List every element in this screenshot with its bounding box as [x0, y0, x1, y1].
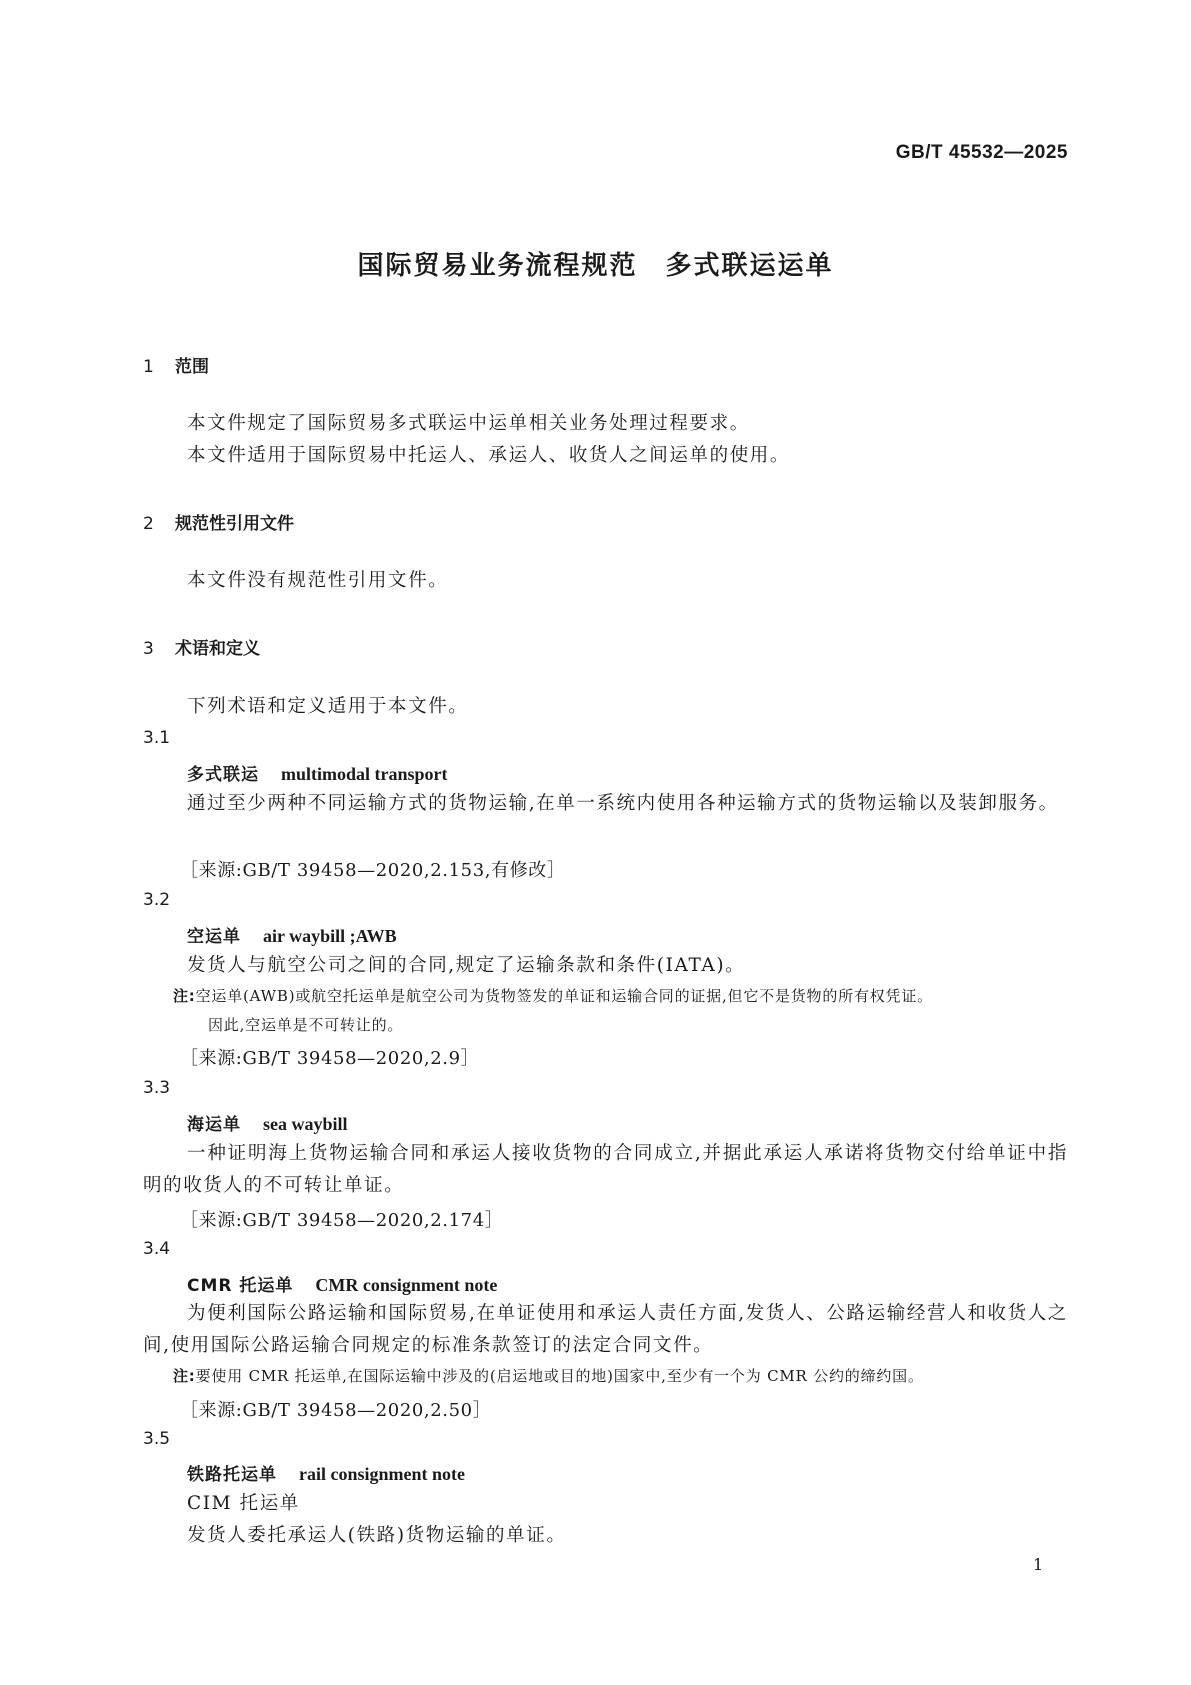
term-source: ［来源:GB/T 39458—2020,2.174］	[180, 1210, 504, 1231]
term-zh: 铁路托运单	[187, 1465, 277, 1485]
term-heading	[187, 760, 448, 785]
term-number: 3.3	[143, 1078, 171, 1098]
standard-number: GB/T 45532—2025	[895, 142, 1068, 163]
term-heading	[187, 1271, 497, 1296]
term-zh: CMR 托运单	[187, 1276, 294, 1296]
document-title: 国际贸易业务流程规范 多式联运运单	[357, 251, 834, 281]
term-en: rail consignment note	[299, 1464, 465, 1484]
term-number: 3.4	[143, 1239, 171, 1259]
page-number: 1	[1033, 1555, 1044, 1574]
note-text: 空运单(AWB)或航空托运单是航空公司为货物签发的单证和运输合同的证据,但它不是货物的所有权凭证。	[195, 987, 933, 1005]
section-number: 1	[143, 357, 154, 377]
term-source: ［来源:GB/T 39458—2020,2.153,有修改］	[180, 860, 566, 881]
term-source: ［来源:GB/T 39458—2020,2.9］	[180, 1048, 480, 1069]
paragraph: 本文件规定了国际贸易多式联运中运单相关业务处理过程要求。	[187, 413, 750, 434]
term-en: air waybill ;AWB	[263, 926, 397, 946]
term-heading	[187, 1110, 348, 1135]
term-en: CMR consignment note	[315, 1275, 498, 1295]
section-number: 2	[143, 514, 154, 534]
admitted-term: CIM 托运单	[187, 1493, 300, 1514]
term-definition: 通过至少两种不同运输方式的货物运输,在单一系统内使用各种运输方式的货物运输以及装卸服务。	[187, 793, 1059, 814]
note-label: 注:	[173, 987, 196, 1005]
term-zh: 空运单	[187, 927, 241, 947]
section-heading-1	[143, 352, 209, 377]
term-heading	[187, 1460, 465, 1485]
section-title: 范围	[175, 357, 209, 377]
term-definition: 发货人委托承运人(铁路)货物运输的单证。	[187, 1525, 567, 1546]
section-title: 规范性引用文件	[175, 514, 294, 534]
note-label: 注:	[173, 1367, 196, 1385]
term-number: 3.2	[143, 890, 171, 910]
term-note	[173, 1362, 1068, 1391]
note-continuation: 因此,空运单是不可转让的。	[208, 1016, 404, 1034]
term-number: 3.1	[143, 728, 171, 748]
term-source: ［来源:GB/T 39458—2020,2.50］	[180, 1400, 492, 1421]
term-note	[173, 982, 1068, 1040]
term-zh: 海运单	[187, 1115, 241, 1135]
section-title: 术语和定义	[175, 639, 260, 659]
term-definition: 为便利国际公路运输和国际贸易,在单证使用和承运人责任方面,发货人、公路运输经营人和收货人之间,使用国际公路运输合同规定的标准条款签订的法定合同文件。	[143, 1303, 1068, 1356]
term-en: sea waybill	[263, 1114, 348, 1134]
term-zh: 多式联运	[187, 765, 259, 785]
note-text: 要使用 CMR 托运单,在国际运输中涉及的(启运地或目的地)国家中,至少有一个为 CMR 公约的缔约国。	[195, 1367, 924, 1385]
term-number: 3.5	[143, 1429, 171, 1449]
term-en: multimodal transport	[281, 764, 448, 784]
term-definition: 一种证明海上货物运输合同和承运人接收货物的合同成立,并据此承运人承诺将货物交付给单证中指明的收货人的不可转让单证。	[143, 1143, 1068, 1196]
section-number: 3	[143, 639, 154, 659]
section-heading-3	[143, 634, 260, 659]
paragraph: 本文件没有规范性引用文件。	[187, 570, 449, 591]
paragraph: 本文件适用于国际贸易中托运人、承运人、收货人之间运单的使用。	[187, 445, 791, 466]
paragraph: 下列术语和定义适用于本文件。	[187, 696, 469, 717]
section-heading-2	[143, 509, 294, 534]
term-heading	[187, 922, 397, 947]
term-definition: 发货人与航空公司之间的合同,规定了运输条款和条件(IATA)。	[187, 955, 746, 976]
